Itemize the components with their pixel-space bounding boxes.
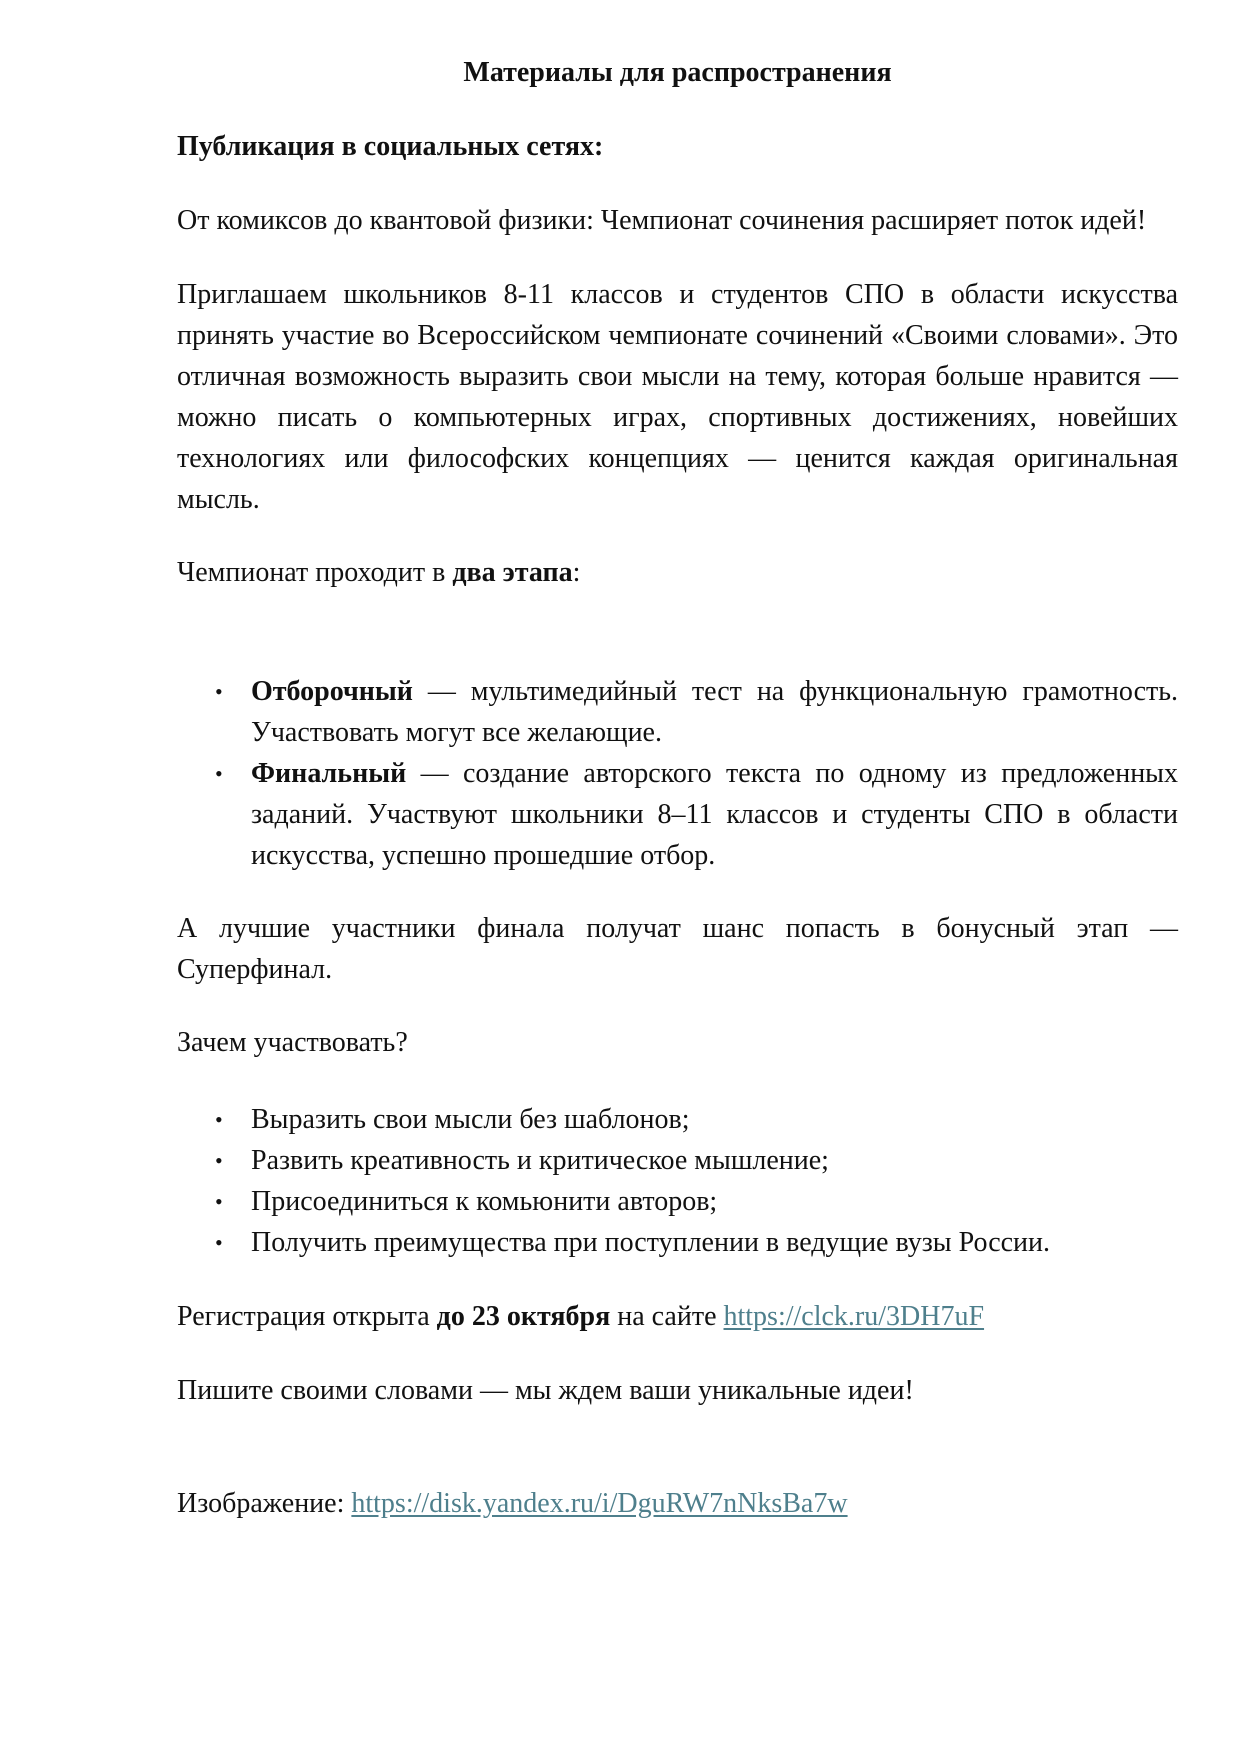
list-item <box>177 1181 1178 1222</box>
list-item <box>177 1140 1178 1181</box>
document-page <box>177 52 1178 1524</box>
why-heading: Зачем участвовать? <box>177 1027 408 1058</box>
image-paragraph <box>177 1483 1178 1524</box>
bullet-icon: • <box>215 1230 223 1255</box>
intro-paragraph: Приглашаем школьников 8-11 классов и студентов СПО в области искусства принять участие во Всероссийском чемпионате сочинений «Своими словами». Это отличная возможность выразить свои мысли на тему, которая больше нравится — можно писать о компьютерных играх, спортивных достижениях, новейших технологиях или философских концепциях — ценится каждая оригинальная мысль. <box>177 279 1178 515</box>
list-item <box>177 753 1178 876</box>
section-heading: Публикация в социальных сетях: <box>177 131 604 162</box>
superfinal-paragraph: А лучшие участники финала получат шанс попасть в бонусный этап — Суперфинал. <box>177 913 1178 985</box>
reason-text: Развить креативность и критическое мышление; <box>251 1145 829 1176</box>
stages-intro-suffix: : <box>572 557 581 588</box>
reason-text: Присоединиться к комьюнити авторов; <box>251 1186 718 1217</box>
bullet-icon: • <box>215 679 223 704</box>
bullet-icon: • <box>215 1148 223 1173</box>
reasons-list <box>177 1099 1178 1263</box>
document-title: Материалы для распространения <box>463 57 892 88</box>
reason-text: Получить преимущества при поступлении в ведущие вузы России. <box>251 1227 1051 1258</box>
stages-intro-text: Чемпионат проходит в <box>177 557 453 588</box>
registration-link[interactable]: https://clck.ru/3DH7uF <box>723 1301 985 1332</box>
list-item <box>177 1099 1178 1140</box>
bullet-icon: • <box>215 761 223 786</box>
registration-paragraph <box>177 1296 1178 1337</box>
registration-middle: на сайте <box>610 1301 724 1332</box>
closing-paragraph: Пишите своими словами — мы ждем ваши уникальные идеи! <box>177 1375 914 1406</box>
registration-deadline: до 23 октября <box>436 1301 611 1332</box>
image-link[interactable]: https://disk.yandex.ru/i/DguRW7nNksBa7w <box>351 1488 848 1519</box>
headline-paragraph: От комиксов до квантовой физики: Чемпионат сочинения расширяет поток идей! <box>177 205 1147 236</box>
stages-intro-paragraph <box>177 552 1178 593</box>
reason-text: Выразить свои мысли без шаблонов; <box>251 1104 690 1135</box>
bullet-icon: • <box>215 1189 223 1214</box>
stage-name: Финальный <box>251 758 407 789</box>
image-label: Изображение: <box>177 1488 352 1519</box>
stages-list <box>177 671 1178 876</box>
stage-description: — мультимедийный тест на функциональную грамотность. Участвовать могут все желающие. <box>251 676 1178 748</box>
list-item <box>177 1222 1178 1263</box>
stages-intro-bold: два этапа <box>452 557 573 588</box>
stage-description: — создание авторского текста по одному из предложенных заданий. Участвуют школьники 8–11 классов и студенты СПО в области искусства, успешно прошедшие отбор. <box>251 758 1178 871</box>
list-item <box>177 671 1178 753</box>
stage-name: Отборочный <box>251 676 413 707</box>
registration-text: Регистрация открыта <box>177 1301 437 1332</box>
bullet-icon: • <box>215 1107 223 1132</box>
